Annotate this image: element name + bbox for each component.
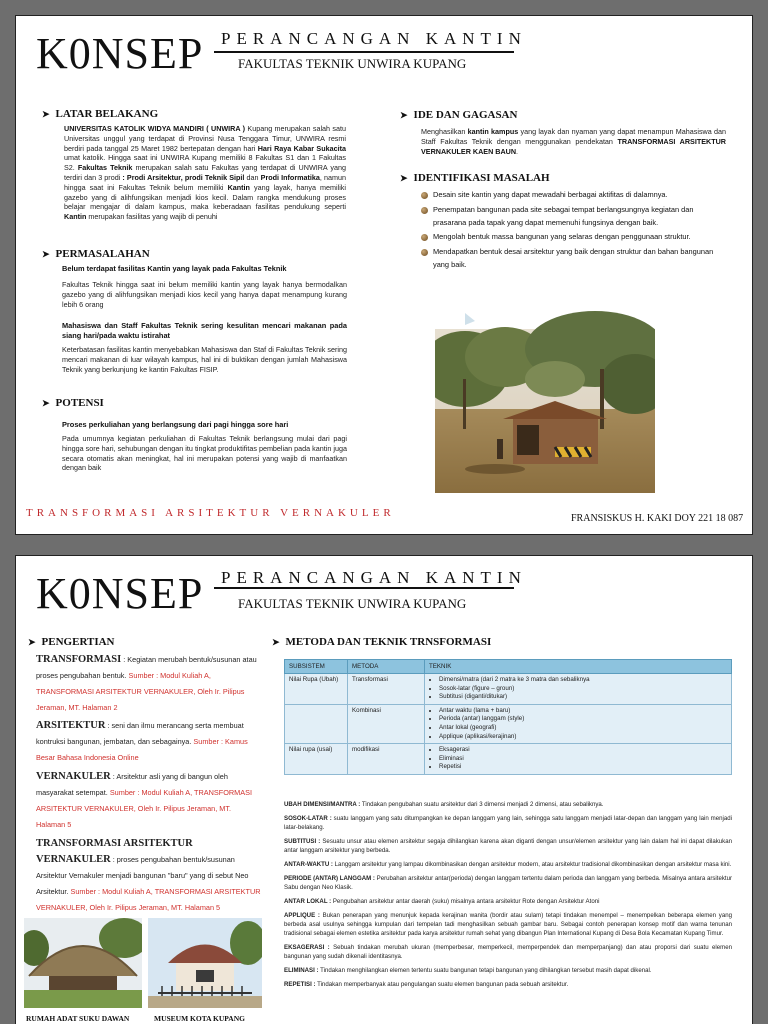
site-photo-graphic bbox=[435, 309, 655, 493]
permasalahan-sub-2: Mahasiswa dan Staff Fakultas Teknik sering kesulitan mencari makanan pada siang hari/pada waktu istirahat bbox=[62, 321, 347, 340]
list-item: • Dimensi/matra (dari 2 matra ke 3 matra dan sebaliknya bbox=[439, 676, 727, 685]
subtitle: PERANCANGAN KANTIN bbox=[221, 568, 527, 587]
photo-museum bbox=[148, 918, 262, 1008]
list-item: • Antar lokal (geografi) bbox=[439, 724, 727, 733]
title-rule bbox=[214, 51, 514, 53]
permasalahan-text-1: Fakultas Teknik hingga saat ini belum memiliki kantin yang layak hanya bermodalkan gazebo yang di alihfungsikan menjadi kios kecil yang hanya dapat menampung kurang lebih 6 orang bbox=[62, 280, 347, 309]
permasalahan-sub-1: Belum terdapat fasilitas Kantin yang layak pada Fakultas Teknik bbox=[62, 264, 287, 273]
concept-sheet-2 bbox=[15, 555, 753, 1024]
list-item: Mendapatkan bentuk desai arsitektur yang baik dengan struktur dan bahan bangunan yang baik. bbox=[421, 246, 726, 272]
rumah-adat-graphic bbox=[24, 918, 142, 1008]
arrow-icon: ➤ bbox=[28, 636, 36, 647]
explanation-item: SOSOK-LATAR : suatu langgam yang satu ditumpangkan ke depan langgam yang lain, sehingga satu langgam menjadi latar-depan dan langgam yang lain menjadi latar-belakang. bbox=[284, 815, 732, 831]
museum-graphic bbox=[148, 918, 262, 1008]
faculty-name: FAKULTAS TEKNIK UNWIRA KUPANG bbox=[238, 596, 467, 611]
explanation-item: REPETISI : Tindakan memperbanyak atau pengulangan suatu elemen bangunan pada sebuah arsitektur. bbox=[284, 981, 569, 988]
subtitle: PERANCANGAN KANTIN bbox=[221, 29, 527, 48]
table-row bbox=[285, 704, 732, 743]
definition-transformasi-arsitektur-vernakuler: TRANSFORMASI ARSITEKTUR VERNAKULER : proses pengubahan bentuk/susunan Arsitektur Vernakuler menjadi bangunan "baru" yang di sebut Neo Arsitektur. Sumber : Modul Kuliah A, TRANSFORMASI ARSITEKTUR VERNAKULER, Oleh Ir. Pilipus Jeraman, MT. Halaman 5 bbox=[36, 838, 261, 912]
list-item: • Subtitusi (diganti/ditukar) bbox=[439, 693, 727, 702]
photo-rumah-adat bbox=[24, 918, 142, 1008]
explanation-item: APPLIQUE : Bukan penerapan yang menunjuk kepada kerajinan wanita (bordir atau sulam) tetapi tindakan menempel – menempelkan beberapa elemen yang berbeda asal usulnya sehingga kumpulan dari tempelan tadi menghasilkan sebuah gambar baru. Sebagai contoh penerapan konsep motif dan warna tenunan tradisional sebagai elemen estetika arsitektur pada karya arsitektur rumah sehat yang dibangun Plan International Kupang di Desa Bola Kecamatan Kupang Timur. bbox=[284, 912, 733, 937]
definition-transformasi: TRANSFORMASI : Kegiatan merubah bentuk/susunan atau proses pengubahan bentuk. Sumber : Modul Kuliah A, TRANSFORMASI ARSITEKTUR VERNAKULER, Oleh Ir. Pilipus Jeraman, MT. Halaman 2 bbox=[36, 654, 257, 712]
column-header: TEKNIK bbox=[425, 660, 732, 674]
caption-museum: MUSEUM KOTA KUPANG bbox=[154, 1014, 245, 1023]
table-cell bbox=[285, 704, 348, 743]
identifikasi-list bbox=[421, 189, 726, 274]
list-item: • Eksagerasi bbox=[439, 746, 727, 755]
column-header: METODA bbox=[348, 660, 425, 674]
heading-ide-gagasan: ➤ IDE DAN GAGASAN bbox=[400, 109, 518, 121]
explanation-item: EKSAGERASI : Sebuah tindakan merubah ukuran (memperbesar, memperkecil, memperpendek dan memperpanjang) dan atau proporsi dari suatu elemen bangunan yang sudah dikenali identitasnya. bbox=[284, 944, 732, 960]
title-rule bbox=[214, 587, 514, 589]
table-cell: modifikasi bbox=[348, 744, 425, 775]
arrow-icon: ➤ bbox=[42, 108, 50, 119]
page-title: K0NSEP bbox=[36, 569, 204, 618]
table-row bbox=[285, 744, 732, 775]
table-cell: Nilai Rupa (Ubah) bbox=[285, 674, 348, 705]
table-cell bbox=[425, 704, 732, 743]
list-item: • Applique (aplikasi/kerajinan) bbox=[439, 733, 727, 742]
list-item: Penempatan bangunan pada site sebagai tempat berlangsungnya kegiatan dan prasarana pada tapak yang dapat memenuhi fungsinya dengan baik. bbox=[421, 204, 726, 230]
arrow-icon: ➤ bbox=[400, 172, 408, 183]
list-item: • Repetisi bbox=[439, 763, 727, 772]
caption-rumah-adat: RUMAH ADAT SUKU DAWAN bbox=[26, 1014, 130, 1023]
list-item: Mengolah bentuk massa bangunan yang selaras dengan penggunaan struktur. bbox=[421, 231, 726, 244]
heading-latar-belakang: ➤ LATAR BELAKANG bbox=[42, 108, 159, 120]
list-item: • Eliminasi bbox=[439, 755, 727, 764]
table-cell bbox=[425, 674, 732, 705]
definition-arsitektur: ARSITEKTUR : seni dan ilmu merancang serta membuat kontruksi bangunan, jembatan, dan sebagainya. Sumber : Kamus Besar Bahasa Indonesia Online bbox=[36, 720, 248, 762]
explanation-item: SUBTITUSI : Sesuatu unsur atau elemen arsitektur segaja dihilangkan karena akan diganti dengan unsur/elemen arsitektur yang lain dalam hal ini dapat dilakukan antar langgam arsitektur yang berbeda. bbox=[284, 838, 732, 854]
potensi-sub: Proses perkuliahan yang berlangsung dari pagi hingga sore hari bbox=[62, 420, 289, 429]
list-item: Desain site kantin yang dapat mewadahi berbagai aktifitas di dalamnya. bbox=[421, 189, 726, 202]
teknik-explanations bbox=[284, 800, 732, 994]
table-cell: Nilai rupa (usai) bbox=[285, 744, 348, 775]
definition-vernakuler: VERNAKULER : Arsitektur asli yang di bangun oleh masyarakat setempat. Sumber : Modul Kuliah A, TRANSFORMASI ARSITEKTUR VERNAKULER, Oleh Ir. Pilipus Jeraman, MT. Halaman 5 bbox=[36, 771, 253, 829]
heading-metoda: ➤ METODA DAN TEKNIK TRNSFORMASI bbox=[272, 636, 492, 648]
permasalahan-text-2: Keterbatasan fasilitas kantin menyebabkan Mahasiswa dan Staf di Fakultas Teknik sering mencari makanan di luar wilayah kampus, hal ini di buktikan dengan jumlah Mahasiswa Teknik yang berkunjung ke kantin Fakultas FISIP. bbox=[62, 345, 347, 374]
table-cell bbox=[425, 744, 732, 775]
potensi-text: Pada umumnya kegiatan perkuliahan di Fakultas Teknik berlangsung mulai dari pagi hingga sore hari, sehubungan dengan itu tingkat produktifitas pembelian pada kantin juga secara otomatis akan meningkat, hal ini merupakan potensi yang wajib di manfaatkan dengan baik bbox=[62, 434, 347, 473]
list-item: • Antar waktu (lama + baru) bbox=[439, 707, 727, 716]
column-header: SUBSISTEM bbox=[285, 660, 348, 674]
metoda-table bbox=[284, 659, 732, 775]
table-header-row bbox=[285, 660, 732, 674]
list-item: • Sosok-latar (figure – groun) bbox=[439, 685, 727, 694]
concept-sheet-1 bbox=[15, 15, 753, 535]
table-row bbox=[285, 674, 732, 705]
site-photo-kios bbox=[435, 309, 655, 493]
explanation-item: PERIODE (ANTAR) LANGGAM : Perubahan arsitektur antar(perioda) dengan langgam tertentu dalam perioda dan langgam yang berbeda. Misalnya antara arsitektur Sabu dengan Neo Klasik. bbox=[284, 875, 732, 891]
arrow-icon: ➤ bbox=[42, 248, 50, 259]
explanation-item: UBAH DIMENSI/MANTRA : Tindakan pengubahan suatu arsitektur dari 3 dimensi menjadi 2 dimensi, atau sebaliknya. bbox=[284, 801, 604, 808]
explanation-item: ANTAR LOKAL : Pengubahan arsitektur antar daerah (suku) misalnya antara arsitektur Rote dengan Arsitektur Atoni bbox=[284, 898, 600, 905]
table-cell: Kombinasi bbox=[348, 704, 425, 743]
footer-author: FRANSISKUS H. KAKI DOY 221 18 087 bbox=[571, 513, 744, 524]
arrow-icon: ➤ bbox=[42, 397, 50, 408]
arrow-icon: ➤ bbox=[400, 109, 408, 120]
page-title: K0NSEP bbox=[36, 29, 204, 78]
heading-pengertian: ➤ PENGERTIAN bbox=[28, 636, 115, 648]
footer-theme: TRANSFORMASI ARSITEKTUR VERNAKULER bbox=[26, 507, 395, 519]
heading-identifikasi: ➤ IDENTIFIKASI MASALAH bbox=[400, 172, 550, 184]
explanation-item: ANTAR-WAKTU : Langgam arsitektur yang lampau dikombinasikan dengan arsitektur modern, atau arsitektur tradisional dikombinasikan dengan arsitektur masa kini. bbox=[284, 861, 732, 868]
table-cell: Transformasi bbox=[348, 674, 425, 705]
ide-text: Menghasilkan kantin kampus yang layak dan nyaman yang dapat menampun Mahasiswa dan Staff Fakultas Teknik dengan menggunakan pendekatan TRANSFORMASI ARSITEKTUR VERNAKULER KAEN BAUN. bbox=[421, 127, 726, 156]
list-item: • Perioda (antar) langgam (style) bbox=[439, 715, 727, 724]
faculty-name: FAKULTAS TEKNIK UNWIRA KUPANG bbox=[238, 56, 467, 71]
latar-belakang-text: UNIVERSITAS KATOLIK WIDYA MANDIRI ( UNWIRA ) Kupang merupakan salah satu Universitas unggul yang terdapat di Provinsi Nusa Tenggara Timur, UNWIRA resmi berdiri pada tanggal 25 Maret 1982 bertepatan dengan hari Hari Raya Kabar Sukacita umat katolik. Hingga saat ini UNWIRA Kupang memiliki 8 Fakultas S1 dan 1 Fakultas S2. Fakultas Teknik merupakan salah satu Fakultas yang terdapat di UNWIRA yang terdiri dan 3 prodi : Prodi Arsitektur, prodi Teknik Sipil dan Prodi Informatika, namun hingga saat ini Fakultas Teknik belum memiliki Kantin yang layak, hanya memiliki gazebo yang di alihfungsikan menjadi kios kecil. Dalam rangka mendukung proses belajar mengajar di dalam kampus, maka keberadaan fasilitas pendukung seperti Kantin merupakan fasilitas yang wajib di penuhi bbox=[64, 124, 346, 222]
heading-permasalahan: ➤ PERMASALAHAN bbox=[42, 248, 150, 260]
explanation-item: ELIMINASI : Tindakan menghilangkan elemen tertentu suatu bangunan tetapi bangunan yang dihilangkan tersebut masih dapat dikenal. bbox=[284, 967, 652, 974]
arrow-icon: ➤ bbox=[272, 636, 280, 647]
heading-potensi: ➤ POTENSI bbox=[42, 397, 104, 409]
